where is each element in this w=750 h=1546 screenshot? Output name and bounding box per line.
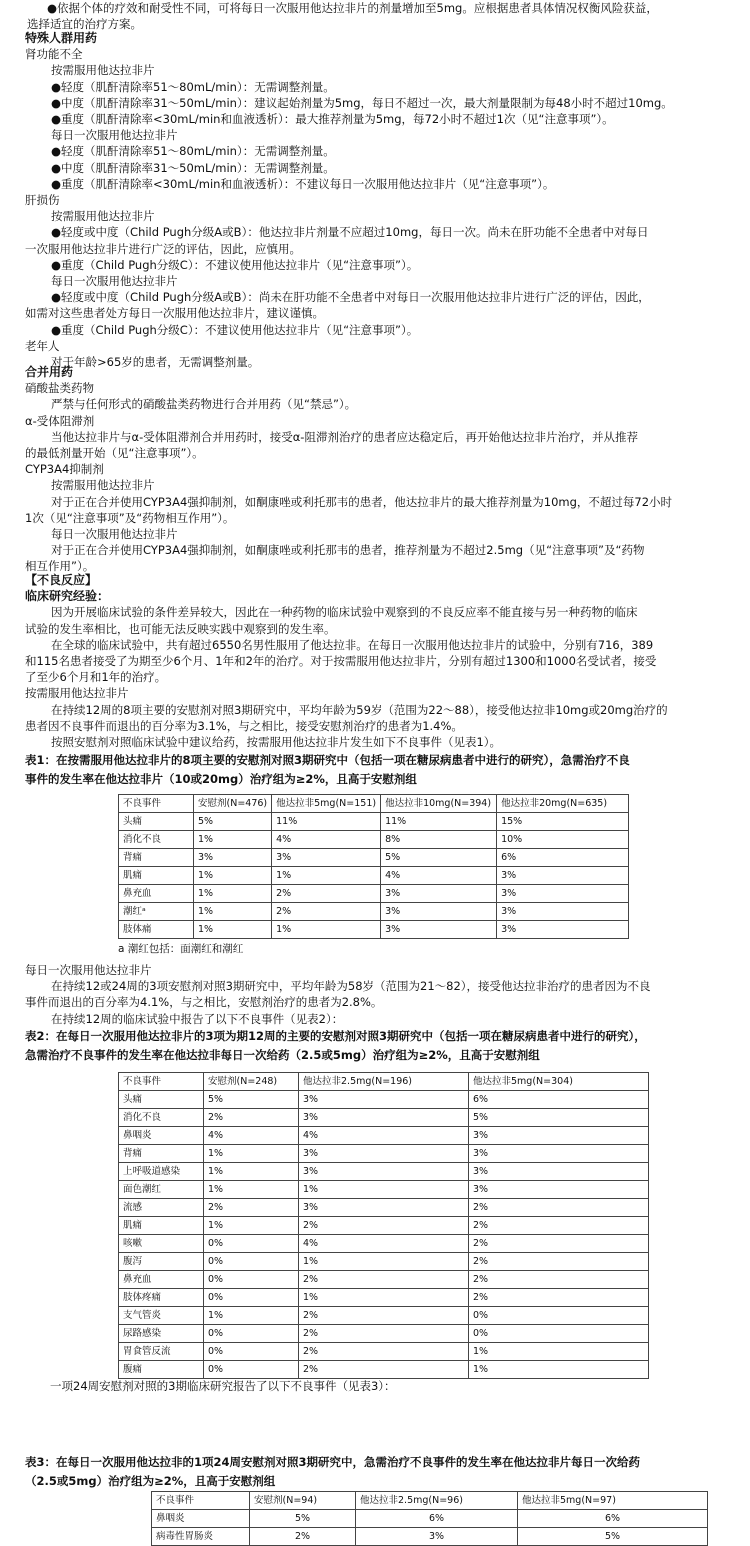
subheading: 按需服用他达拉非片 [51, 478, 155, 493]
paragraph: 对于年龄>65岁的患者，无需调整剂量。 [51, 355, 260, 370]
cell-event: 背痛 [119, 849, 194, 867]
table-row [119, 1307, 649, 1325]
cell-event: 肌痛 [119, 867, 194, 885]
list-item: ●轻度或中度（Child Pugh分级A或B）：他达拉非片剂量不应超过10mg，每日一次。尚未在肝功能不全患者中对每日 [51, 225, 649, 240]
subheading: 肝损伤 [25, 193, 60, 208]
cell-value: 1% [204, 1217, 299, 1235]
cell-value: 1% [204, 1163, 299, 1181]
subheading: 肾功能不全 [25, 47, 83, 62]
paragraph-continued: 了至少6个月和1年的治疗。 [25, 670, 167, 685]
table-row [119, 831, 629, 849]
cell-value: 5% [204, 1091, 299, 1109]
table-row [119, 903, 629, 921]
cell-value: 6% [497, 849, 629, 867]
table-row [119, 867, 629, 885]
cell-value: 3% [497, 885, 629, 903]
cell-value: 2% [469, 1217, 649, 1235]
table-row [119, 1325, 649, 1343]
cell-event: 头痛 [119, 1091, 204, 1109]
table3-caption [25, 1452, 640, 1490]
table1-caption [25, 750, 630, 788]
cell-value: 3% [381, 903, 497, 921]
cell-value: 11% [272, 813, 381, 831]
table-header-cell: 他达拉非2.5mg(N=96) [356, 1492, 518, 1510]
cell-value: 1% [194, 903, 272, 921]
intro-line: 选择适宜的治疗方案。 [27, 17, 142, 32]
paragraph-continued: 相互作用”）。 [25, 559, 95, 574]
cell-value: 3% [299, 1163, 469, 1181]
cell-value: 0% [204, 1325, 299, 1343]
paragraph-continued: 和115名患者接受了为期至少6个月、1年和2年的治疗。对于按需服用他达拉非片，分别有超过1300和1000名受试者，接受 [25, 654, 657, 669]
table-header-cell: 他达拉非10mg(N=394) [381, 795, 497, 813]
cell-value: 2% [272, 903, 381, 921]
cell-value: 1% [272, 867, 381, 885]
paragraph: 对于正在合并使用CYP3A4强抑制剂，如酮康唑或利托那韦的患者，推荐剂量为不超过2.5mg（见“注意事项”及“药物 [51, 543, 645, 558]
cell-event: 鼻咽炎 [119, 1127, 204, 1145]
cell-value: 2% [469, 1199, 649, 1217]
paragraph: 因为开展临床试验的条件差异较大，因此在一种药物的临床试验中观察到的不良反应率不能直接与另一种药物的临床 [51, 605, 638, 620]
cell-value: 1% [469, 1343, 649, 1361]
table-row [119, 1145, 649, 1163]
cell-value: 1% [194, 885, 272, 903]
cell-event: 病毒性胃肠炎 [152, 1528, 250, 1546]
cell-value: 2% [299, 1361, 469, 1379]
table-row [119, 813, 629, 831]
combination-medication [25, 364, 672, 575]
cell-value: 0% [204, 1343, 299, 1361]
subheading: 按需服用他达拉非片 [51, 63, 155, 78]
cell-value: 6% [518, 1510, 708, 1528]
cell-value: 4% [381, 867, 497, 885]
cell-value: 0% [469, 1325, 649, 1343]
table-row [119, 1271, 649, 1289]
cell-value: 3% [497, 867, 629, 885]
cell-value: 1% [299, 1289, 469, 1307]
table-row [119, 1109, 649, 1127]
cell-event: 流感 [119, 1199, 204, 1217]
subheading: 老年人 [25, 338, 60, 353]
cell-event: 消化不良 [119, 831, 194, 849]
cell-value: 3% [299, 1109, 469, 1127]
table-row [119, 1127, 649, 1145]
table-header-cell: 不良事件 [152, 1492, 250, 1510]
table-header-cell: 他达拉非2.5mg(N=196) [299, 1073, 469, 1091]
cell-value: 3% [272, 849, 381, 867]
cell-value: 5% [518, 1528, 708, 1546]
table2-caption [25, 1026, 646, 1064]
paragraph: 在持续12或24周的3项安慰剂对照3期研究中，平均年龄为58岁（范围为21～82），接受他达拉非治疗的患者因为不良 [51, 979, 651, 994]
cell-value: 4% [299, 1127, 469, 1145]
list-item-continued: 如需对这些患者处方每日一次服用他达拉非片，建议谨慎。 [25, 306, 324, 321]
paragraph-continued: 患者因不良事件而退出的百分率为3.1%，与之相比，接受安慰剂治疗的患者为1.4%。 [25, 718, 463, 733]
paragraph: 在持续12周的8项主要的安慰剂对照3期研究中，平均年龄为59岁（范围为22～88），接受他达拉非10mg或20mg治疗的 [51, 702, 668, 717]
list-item: ●中度（肌酐清除率31～50mL/min）：无需调整剂量。 [51, 160, 335, 175]
table-header-row [119, 1073, 649, 1091]
cell-value: 5% [194, 813, 272, 831]
cell-value: 1% [204, 1181, 299, 1199]
cell-event: 鼻充血 [119, 1271, 204, 1289]
table-caption: （2.5或5mg）治疗组为≥2%，且高于安慰剂组 [25, 1474, 276, 1488]
cell-value: 6% [469, 1091, 649, 1109]
cell-value: 2% [299, 1343, 469, 1361]
table-row [152, 1510, 708, 1528]
cell-value: 3% [299, 1199, 469, 1217]
cell-value: 2% [469, 1271, 649, 1289]
table-header-row [119, 795, 629, 813]
cell-value: 3% [469, 1127, 649, 1145]
cell-value: 1% [204, 1307, 299, 1325]
cell-value: 6% [356, 1510, 518, 1528]
cell-value: 4% [299, 1235, 469, 1253]
table-header-cell: 不良事件 [119, 1073, 204, 1091]
paragraph-continued: 1次（见“注意事项”及“药物相互作用”）。 [25, 510, 235, 525]
subheading: 按需服用他达拉非片 [51, 209, 155, 224]
table-caption: 事件的发生率在他达拉非片（10或20mg）治疗组为≥2%，且高于安慰剂组 [25, 772, 417, 786]
cell-value: 3% [381, 885, 497, 903]
table-caption: 表1：在按需服用他达拉非片的8项主要的安慰剂对照3期研究中（包括一项在糖尿病患者中进行的研究），急需治疗不良 [25, 753, 630, 767]
table-row [119, 1163, 649, 1181]
subheading: 按需服用他达拉非片 [25, 686, 129, 701]
section-heading: 合并用药 [25, 365, 74, 379]
paragraph: 按照安慰剂对照临床试验中建议给药，按需服用他达拉非片发生如下不良事件（见表1）。 [51, 735, 502, 750]
cell-value: 0% [204, 1289, 299, 1307]
paragraph: 当他达拉非片与α-受体阻滞剂合并用药时，接受α-阻滞剂治疗的患者应达稳定后，再开始他达拉非片治疗，并从推荐 [51, 429, 638, 444]
cell-value: 0% [204, 1253, 299, 1271]
table2 [118, 1072, 649, 1379]
table-row [119, 1235, 649, 1253]
list-item-continued: 一次服用他达拉非片进行广泛的评估，因此，应慎用。 [25, 241, 301, 256]
intro [27, 0, 658, 32]
table-row [119, 1091, 649, 1109]
table1 [118, 794, 629, 939]
table-row [119, 1199, 649, 1217]
cell-event: 肌痛 [119, 1217, 204, 1235]
cell-event: 消化不良 [119, 1109, 204, 1127]
cell-value: 0% [204, 1271, 299, 1289]
table-row [152, 1528, 708, 1546]
cell-event: 潮红ᵃ [119, 903, 194, 921]
list-item: ●轻度（肌酐清除率51～80mL/min）：无需调整剂量。 [51, 144, 335, 159]
table-caption: 表3：在每日一次服用他达拉非的1项24周安慰剂对照3期研究中，急需治疗不良事件的发生率在他达拉非片每日一次给药 [25, 1455, 641, 1469]
cell-value: 2% [204, 1109, 299, 1127]
subheading: CYP3A4抑制剂 [25, 462, 104, 477]
table-header-cell: 他达拉非20mg(N=635) [497, 795, 629, 813]
cell-value: 5% [381, 849, 497, 867]
paragraph: 严禁与任何形式的硝酸盐类药物进行合并用药（见“禁忌”）。 [51, 397, 357, 412]
cell-value: 0% [469, 1307, 649, 1325]
table3 [151, 1491, 708, 1546]
paragraph: 对于正在合并使用CYP3A4强抑制剂，如酮康唑或利托那韦的患者，他达拉非片的最大推荐剂量为10mg，不超过每72小时 [51, 494, 673, 509]
cell-value: 5% [469, 1109, 649, 1127]
cell-value: 2% [469, 1253, 649, 1271]
cell-value: 3% [469, 1181, 649, 1199]
cell-event: 肢体痛 [119, 921, 194, 939]
cell-value: 15% [497, 813, 629, 831]
table-row [119, 1181, 649, 1199]
list-item: ●重度（Child Pugh分级C）：不建议使用他达拉非片（见“注意事项”）。 [51, 322, 419, 337]
table-row [119, 1217, 649, 1235]
list-item: ●中度（肌酐清除率31～50mL/min）：建议起始剂量为5mg，每日不超过一次，最大剂量限制为每48小时不超过10mg。 [51, 95, 673, 110]
cell-event: 鼻充血 [119, 885, 194, 903]
subheading: 临床研究经验： [25, 589, 110, 604]
cell-value: 1% [299, 1181, 469, 1199]
table-header-row [152, 1492, 708, 1510]
table-header-cell: 安慰剂(N=248) [204, 1073, 299, 1091]
cell-event: 鼻咽炎 [152, 1510, 250, 1528]
paragraph: 一项24周安慰剂对照的3期临床研究报告了以下不良事件（见表3）： [50, 1379, 396, 1393]
cell-value: 1% [299, 1253, 469, 1271]
cell-value: 2% [272, 885, 381, 903]
cell-value: 4% [204, 1127, 299, 1145]
cell-value: 0% [204, 1361, 299, 1379]
cell-event: 胃食管反流 [119, 1343, 204, 1361]
list-item: ●轻度或中度（Child Pugh分级A或B）：尚未在肝功能不全患者中对每日一次服用他达拉非片进行广泛的评估，因此， [51, 290, 650, 305]
subheading: 每日一次服用他达拉非片 [51, 527, 178, 542]
cell-value: 3% [299, 1145, 469, 1163]
table-header-cell: 不良事件 [119, 795, 194, 813]
cell-value: 1% [272, 921, 381, 939]
cell-value: 8% [381, 831, 497, 849]
cell-value: 2% [299, 1271, 469, 1289]
table-row [119, 1289, 649, 1307]
cell-value: 3% [381, 921, 497, 939]
cell-value: 2% [204, 1199, 299, 1217]
cell-value: 3% [497, 903, 629, 921]
cell-value: 1% [194, 867, 272, 885]
cell-event: 支气管炎 [119, 1307, 204, 1325]
cell-value: 3% [356, 1528, 518, 1546]
cell-value: 3% [469, 1145, 649, 1163]
subheading: α-受体阻滞剂 [25, 413, 95, 428]
table-row [119, 1343, 649, 1361]
cell-value: 4% [272, 831, 381, 849]
table-row [119, 921, 629, 939]
cell-value: 3% [497, 921, 629, 939]
cell-value: 2% [299, 1325, 469, 1343]
table-header-cell: 他达拉非5mg(N=304) [469, 1073, 649, 1091]
cell-value: 1% [194, 831, 272, 849]
cell-value: 1% [469, 1361, 649, 1379]
table-row [119, 1361, 649, 1379]
list-item: ●重度（Child Pugh分级C）：不建议使用他达拉非片（见“注意事项”）。 [51, 257, 419, 272]
paragraph-continued: 事件而退出的百分率为4.1%，与之相比，安慰剂治疗的患者为2.8%。 [25, 995, 383, 1010]
paragraph-continued: 的最低剂量开始（见“注意事项”）。 [25, 446, 204, 461]
section-heading: 特殊人群用药 [25, 31, 98, 45]
cell-event: 腹痛 [119, 1361, 204, 1379]
cell-value: 10% [497, 831, 629, 849]
cell-value: 2% [250, 1528, 356, 1546]
special-populations [25, 30, 673, 370]
cell-value: 3% [194, 849, 272, 867]
cell-value: 11% [381, 813, 497, 831]
cell-value: 2% [469, 1235, 649, 1253]
table-row [119, 1253, 649, 1271]
table-header-cell: 他达拉非5mg(N=151) [272, 795, 381, 813]
cell-event: 尿路感染 [119, 1325, 204, 1343]
daily-section [25, 962, 651, 1027]
paragraph-continued: 试验的发生率相比，也可能无法反映实践中观察到的发生率。 [25, 621, 336, 636]
table-header-cell: 安慰剂(N=94) [250, 1492, 356, 1510]
cell-event: 肢体疼痛 [119, 1289, 204, 1307]
cell-value: 1% [194, 921, 272, 939]
table-caption: 表2：在每日一次服用他达拉非片的3项为期12周的主要的安慰剂对照3期研究中（包括一项在糖尿病患者中进行的研究）， [25, 1029, 646, 1043]
cell-value: 5% [250, 1510, 356, 1528]
adverse-reactions [25, 572, 668, 750]
list-item: ●重度（肌酐清除率<30mL/min和血液透析）：不建议每日一次服用他达拉非片（见“注意事项”）。 [51, 176, 555, 191]
cell-event: 咳嗽 [119, 1235, 204, 1253]
paragraph: 在全球的临床试验中，共有超过6550名男性服用了他达拉非。在每日一次服用他达拉非片的试验中，分别有716，389 [51, 637, 654, 652]
intro-line: ●依据个体的疗效和耐受性不同，可将每日一次服用他达拉非片的剂量增加至5mg。应根据患者具体情况权衡风险获益， [47, 1, 658, 15]
subheading: 每日一次服用他达拉非片 [25, 963, 152, 977]
list-item: ●轻度（肌酐清除率51～80mL/min）：无需调整剂量。 [51, 79, 335, 94]
table-row [119, 849, 629, 867]
paragraph: 在持续12周的临床试验中报告了以下不良事件（见表2）： [51, 1011, 344, 1026]
cell-event: 面色潮红 [119, 1181, 204, 1199]
cell-value: 1% [204, 1145, 299, 1163]
subheading: 每日一次服用他达拉非片 [51, 128, 178, 143]
cell-event: 腹泻 [119, 1253, 204, 1271]
cell-event: 背痛 [119, 1145, 204, 1163]
cell-event: 上呼吸道感染 [119, 1163, 204, 1181]
cell-value: 2% [469, 1289, 649, 1307]
table-footnote: a 潮红包括：面潮红和潮红 [118, 943, 244, 955]
table-caption: 急需治疗不良事件的发生率在他达拉非每日一次给药（2.5或5mg）治疗组为≥2%，且高于安慰剂组 [25, 1048, 540, 1062]
cell-value: 3% [469, 1163, 649, 1181]
section-heading: 【不良反应】 [25, 573, 98, 587]
table-row [119, 885, 629, 903]
subheading: 硝酸盐类药物 [25, 381, 94, 396]
subheading: 每日一次服用他达拉非片 [51, 274, 178, 289]
table-header-cell: 安慰剂(N=476) [194, 795, 272, 813]
cell-value: 2% [299, 1307, 469, 1325]
list-item: ●重度（肌酐清除率<30mL/min和血液透析）：最大推荐剂量为5mg，每72小时不超过1次（见“注意事项”）。 [51, 112, 614, 127]
cell-value: 0% [204, 1235, 299, 1253]
cell-value: 3% [299, 1091, 469, 1109]
table-header-cell: 他达拉非5mg(N=97) [518, 1492, 708, 1510]
cell-value: 2% [299, 1217, 469, 1235]
cell-event: 头痛 [119, 813, 194, 831]
